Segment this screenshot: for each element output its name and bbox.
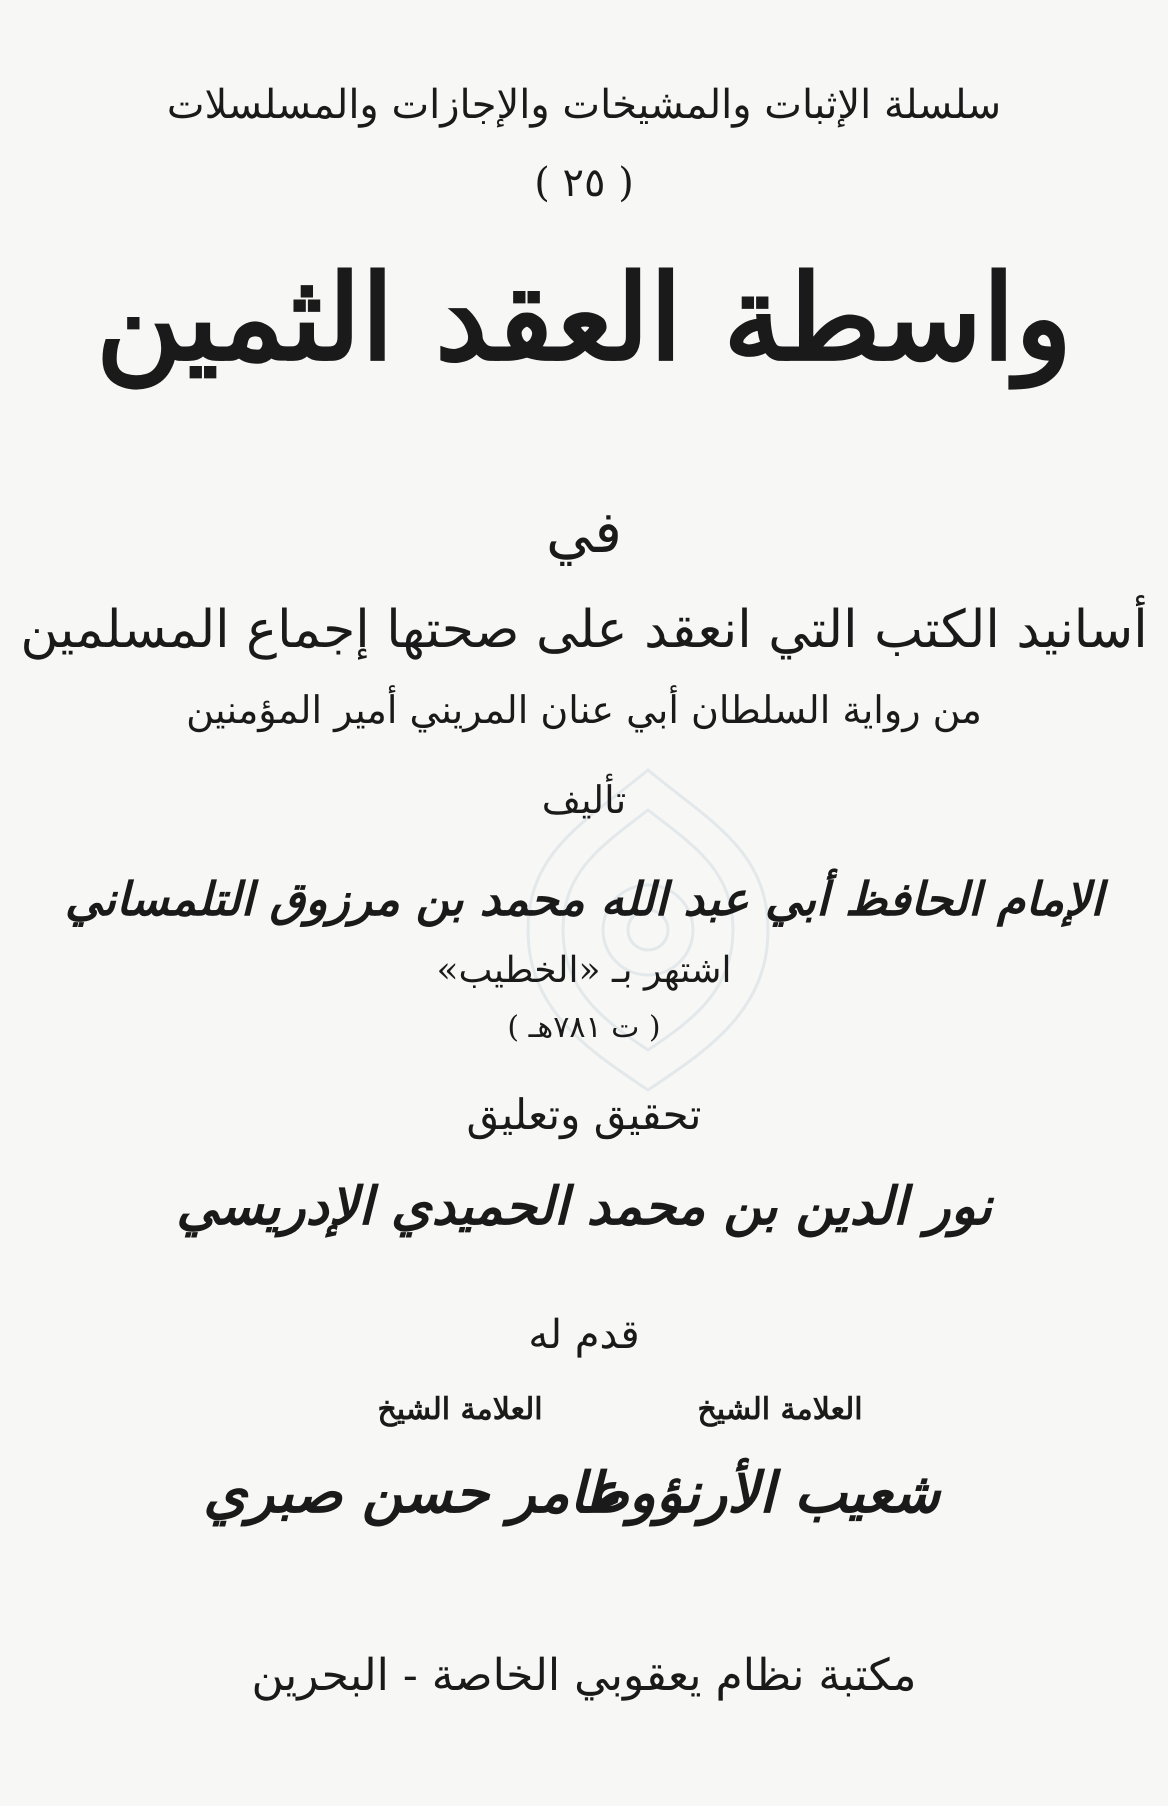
riwaya-line: من رواية السلطان أبي عنان المريني أمير المؤمنين bbox=[186, 688, 982, 732]
presenter-2-title: العلامة الشيخ bbox=[377, 1392, 543, 1427]
presenter-1-title: العلامة الشيخ bbox=[697, 1392, 863, 1427]
author-death-date: ( ت ٧٨١هـ ) bbox=[507, 1010, 661, 1045]
book-title: واسطة العقد الثمين bbox=[95, 248, 1073, 387]
title-connector: في bbox=[545, 498, 623, 566]
publisher: مكتبة نظام يعقوبي الخاصة - البحرين bbox=[251, 1650, 917, 1701]
series-number: ( ٢٥ ) bbox=[534, 160, 634, 206]
editing-label: تحقيق وتعليق bbox=[466, 1090, 702, 1139]
presenter-1-name: شعيب الأرنؤوط bbox=[576, 1460, 940, 1526]
foreword-label: قدم له bbox=[528, 1312, 640, 1358]
authorship-label: تأليف bbox=[541, 778, 627, 822]
author-nickname: اشتهر بـ «الخطيب» bbox=[436, 950, 732, 991]
editor-name: نور الدين بن محمد الحميدي الإدريسي bbox=[176, 1176, 992, 1237]
book-subtitle: أسانيد الكتب التي انعقد على صحتها إجماع المسلمين bbox=[20, 600, 1148, 660]
series-title: سلسلة الإثبات والمشيخات والإجازات والمسلسلات bbox=[166, 82, 1002, 128]
presenter-2-name: عامر حسن صبري bbox=[203, 1460, 620, 1526]
author-name: الإمام الحافظ أبي عبد الله محمد بن مرزوق التلمساني bbox=[64, 872, 1104, 926]
